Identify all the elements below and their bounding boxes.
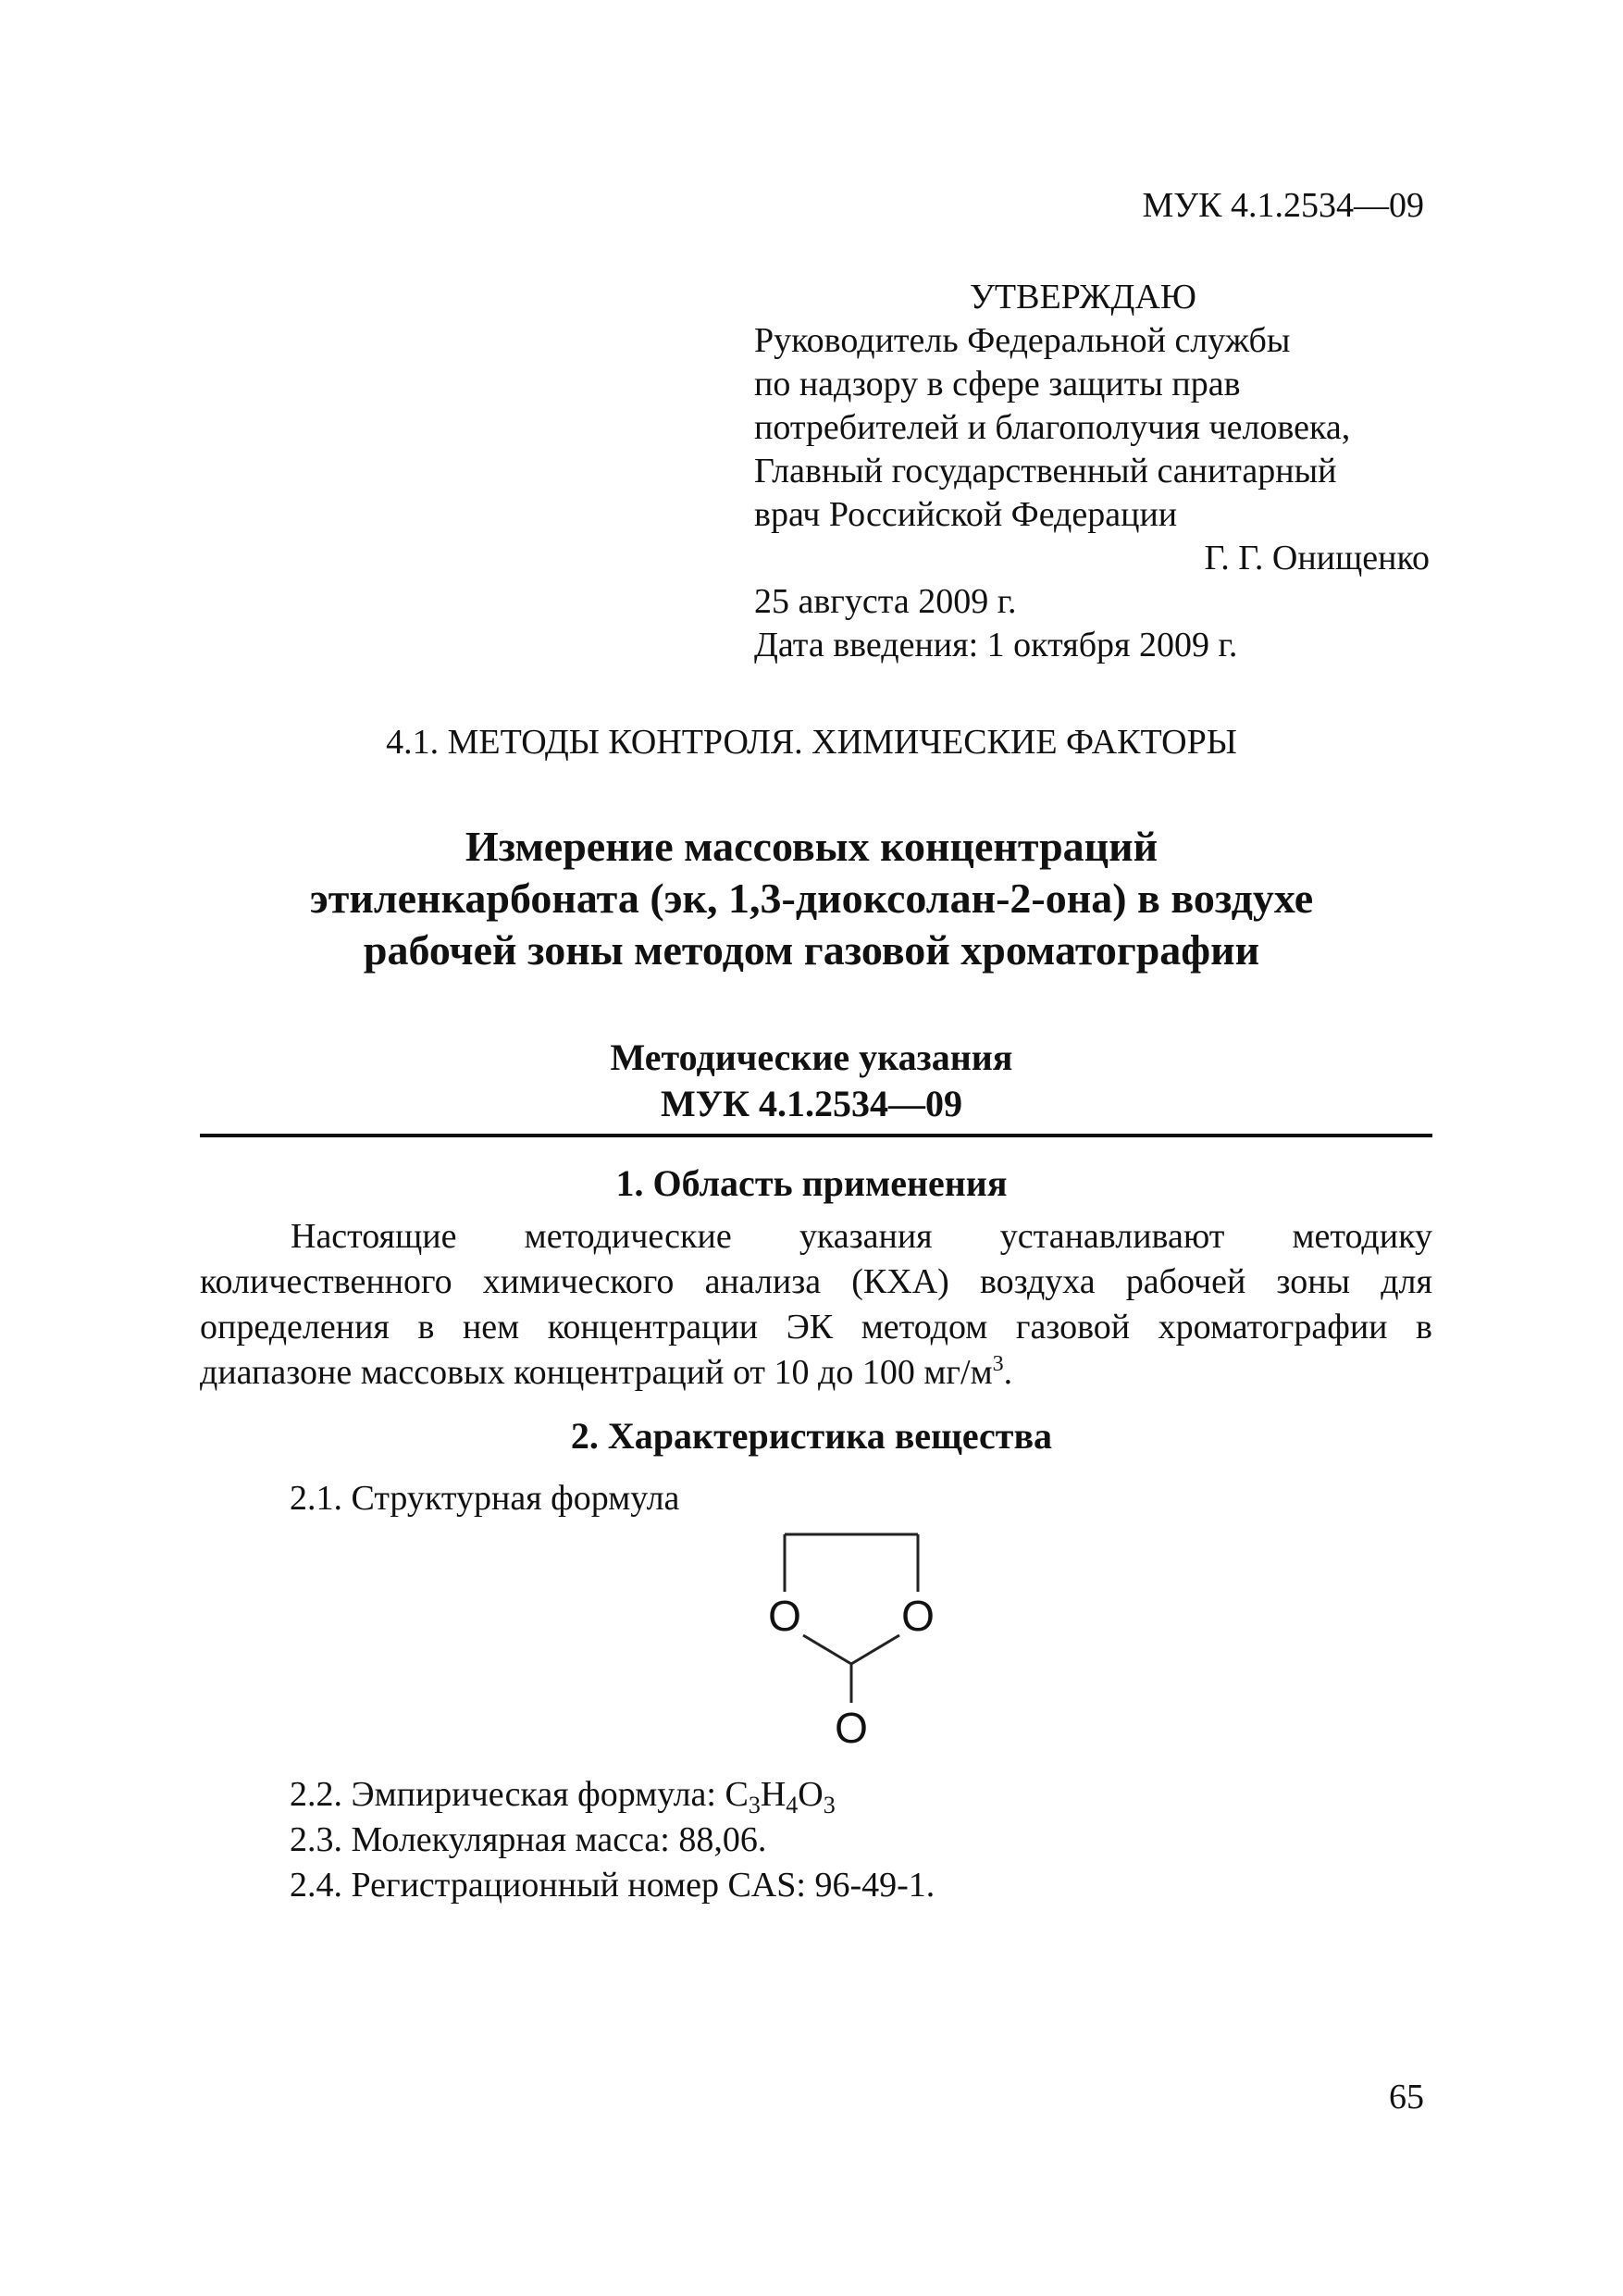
empirical-formula-label: 2.2. Эмпирическая формула:: [290, 1775, 725, 1814]
item-cas-number: 2.4. Регистрационный номер CAS: 96-49-1.: [290, 1866, 935, 1905]
approval-position-line: врач Российской Федерации: [754, 495, 1178, 534]
subtitle-code: МУК 4.1.2534—09: [660, 1083, 963, 1124]
title-line: рабочей зоны методом газовой хроматографии: [363, 926, 1260, 974]
bond-o-right-c: [851, 1635, 899, 1664]
atom-o-right: O: [901, 1592, 935, 1640]
formula-subscript: 3: [823, 1792, 836, 1818]
empirical-formula: [725, 1775, 836, 1818]
title-line: Измерение массовых концентраций: [465, 823, 1158, 870]
document-code: МУК 4.1.2534—09: [1142, 186, 1424, 225]
subtitle-type: Методические указания: [610, 1036, 1013, 1078]
approval-position-line: потребителей и благополучия человека,: [754, 408, 1351, 447]
item-structural-formula: 2.1. Структурная формула: [290, 1479, 680, 1518]
formula-element: H: [760, 1775, 787, 1814]
approval-position-line: Главный государственный санитарный: [754, 452, 1337, 490]
approval-signer: Г. Г. Онищенко: [1204, 539, 1430, 577]
document-subtitle: [0, 1035, 1623, 1127]
section1-superscript: 3: [992, 1352, 1004, 1376]
approval-block: [754, 276, 1430, 667]
approval-title: УТВЕРЖДАЮ: [970, 278, 1196, 316]
section1-text: Настоящие методические указания устанавливают методику количественного химического анализа (КХА) воздуха рабочей зоны для определения в нем концентрации ЭК методом газовой хроматографии в диапазоне массовых концентраций от 10 до 100 мг/м: [200, 1217, 1432, 1392]
structural-formula-diagram: [759, 1527, 944, 1749]
approval-date: 25 августа 2009 г.: [754, 582, 1017, 621]
document-title: [0, 821, 1623, 976]
formula-element: O: [798, 1775, 824, 1814]
section2-heading: 2. Характеристика вещества: [570, 1415, 1053, 1457]
bond-o-left-c: [803, 1635, 851, 1664]
atom-o-bottom: O: [835, 1704, 868, 1749]
formula-subscript: 4: [786, 1792, 799, 1818]
page-number: 65: [1389, 2078, 1424, 2116]
approval-position-line: Руководитель Федеральной службы: [754, 321, 1291, 360]
item-empirical-formula: [290, 1774, 836, 1818]
approval-position-line: по надзору в сфере защиты прав: [754, 365, 1241, 403]
section1-text-end: .: [1003, 1353, 1013, 1392]
atom-o-left: O: [768, 1592, 801, 1640]
formula-subscript: 3: [748, 1792, 761, 1818]
effective-date: Дата введения: 1 октября 2009 г.: [754, 626, 1238, 664]
item-molecular-mass: 2.3. Молекулярная масса: 88,06.: [290, 1820, 767, 1859]
formula-element: C: [725, 1775, 749, 1814]
horizontal-rule: [200, 1134, 1432, 1137]
section-heading: 4.1. МЕТОДЫ КОНТРОЛЯ. ХИМИЧЕСКИЕ ФАКТОРЫ: [386, 723, 1237, 762]
section1-heading: 1. Область применения: [615, 1162, 1008, 1204]
section1-paragraph: [200, 1214, 1432, 1396]
title-line: этиленкарбоната (эк, 1,3-диоксолан-2-она) в воздухе: [309, 875, 1314, 922]
